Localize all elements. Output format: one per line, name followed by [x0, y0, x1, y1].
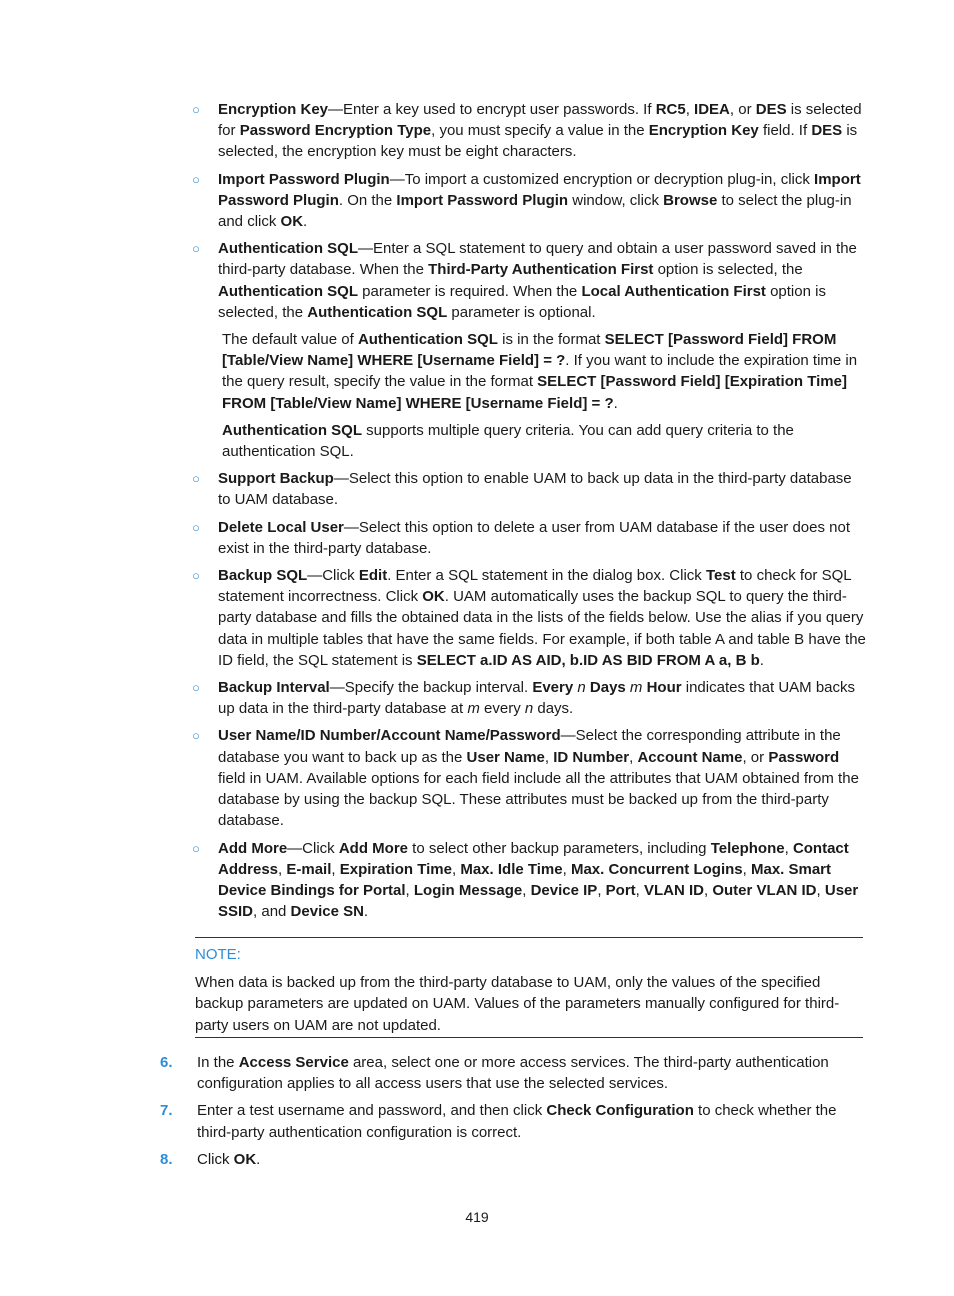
bold-term: Device IP — [530, 881, 598, 899]
text-run: . — [363, 903, 369, 921]
bold-term: Authentication SQL — [222, 421, 362, 439]
bold-term: RC5 — [655, 101, 686, 118]
bold-term: Import Password Plugin — [218, 170, 861, 209]
bullet-circle-icon: ○ — [192, 171, 200, 187]
text-run: parameter is optional. — [447, 303, 596, 321]
bullet-item — [192, 468, 868, 510]
bold-term: Device SN — [290, 903, 364, 921]
note-box — [195, 937, 863, 1038]
bold-term: Edit — [358, 567, 388, 585]
text-run: , — [544, 748, 554, 766]
text-run: every — [479, 700, 525, 718]
text-run: field in UAM. Available options for each field include all the attributes that UAM obtained from the database by using the backup SQL. These attributes must be backed up from the third-party database. — [218, 769, 859, 830]
bold-term: Hour — [646, 679, 682, 697]
bullet-circle-icon: ○ — [192, 728, 200, 744]
bullet-item — [192, 565, 868, 671]
bullet-circle-icon: ○ — [192, 840, 200, 856]
bold-term: Backup Interval — [218, 679, 330, 697]
bullet-circle-icon: ○ — [192, 519, 200, 535]
text-run: is selected for — [218, 101, 862, 140]
bold-term: Check Configuration — [546, 1102, 694, 1120]
bold-term: DES — [811, 122, 843, 140]
bold-term: Import Password Plugin — [396, 191, 569, 209]
bullet-circle-icon: ○ — [192, 471, 200, 487]
step-item — [160, 1052, 860, 1094]
bold-term: IDEA — [694, 101, 730, 118]
note-text: When data is backed up from the third-party database to UAM, only the values of the specified backup parameters are updated on UAM. Values of the parameters manually configured for third-party users on UAM are not updated. — [195, 974, 840, 1034]
text-run: window, click — [568, 191, 664, 209]
bullet-circle-icon: ○ — [192, 241, 200, 257]
text-run: option is selected, the — [218, 282, 826, 321]
bold-term: Telephone — [710, 839, 785, 857]
bold-term: DES — [755, 101, 787, 118]
bold-term: Max. Idle Time — [460, 860, 563, 878]
bold-term: Authentication SQL — [218, 240, 358, 258]
bold-term: Authentication SQL — [218, 282, 358, 300]
text-run: —Click — [307, 567, 359, 585]
bold-term: Local Authentication First — [581, 282, 766, 300]
italic-var: m — [629, 679, 643, 697]
bullet-circle-icon: ○ — [192, 102, 200, 117]
bullet-list — [192, 99, 868, 928]
text-run: , — [562, 860, 571, 878]
bold-term: Delete Local User — [218, 518, 344, 536]
bold-term: OK — [280, 213, 304, 231]
page-number: 419 — [465, 1209, 489, 1225]
text-run: , and — [253, 903, 291, 921]
text-run: —Enter a SQL statement to query and obtain a user password saved in the third-party database. When the — [218, 240, 857, 279]
text-run: is selected, the encryption key must be eight characters. — [218, 122, 858, 161]
text-run: , — [522, 881, 531, 899]
step-number: 7. — [160, 1102, 173, 1120]
bold-term: OK — [233, 1150, 257, 1168]
bullet-item — [192, 838, 868, 923]
italic-var: n — [524, 700, 534, 718]
text-run: , — [405, 881, 414, 899]
bold-term: Account Name — [637, 748, 743, 766]
bold-term: Browse — [663, 191, 718, 209]
step-number: 6. — [160, 1054, 173, 1071]
bullet-group-2 — [192, 468, 868, 922]
bold-term: Support Backup — [218, 470, 334, 488]
text-run: to check for SQL statement incorrectness. Click — [218, 567, 852, 606]
bullet-circle-icon: ○ — [192, 680, 200, 696]
bold-term: Authentication SQL — [357, 331, 498, 349]
bold-term: Password Encryption Type — [239, 122, 432, 140]
text-run: parameter is required. When the — [358, 282, 582, 300]
text-run: , or — [729, 101, 756, 118]
text-run: . If you want to include the expiration time in the query result, specify the value in the format — [222, 352, 858, 391]
text-run: Enter a test username and password, and then click — [197, 1102, 547, 1120]
bullet-group-1 — [192, 99, 868, 323]
text-run: option is selected, the — [653, 261, 803, 279]
text-run: , — [278, 860, 287, 878]
bold-term: SELECT [Password Field] FROM [Table/View Name] WHERE [Username Field] = ? — [222, 331, 837, 370]
text-run: . Enter a SQL statement in the dialog box. Click — [387, 567, 706, 585]
note-title: NOTE: — [195, 946, 241, 963]
bold-term: Every — [532, 679, 574, 697]
text-run: . On the — [338, 191, 397, 209]
text-run: , you must specify a value in the — [431, 122, 649, 140]
step-item — [160, 1100, 860, 1142]
text-run: , — [331, 860, 340, 878]
text-run: , — [742, 860, 751, 878]
bold-term: Expiration Time — [339, 860, 452, 878]
bold-term: SELECT a.ID AS AID, b.ID AS BID FROM A a, B b — [416, 651, 760, 669]
bold-term: Max. Concurrent Logins — [570, 860, 743, 878]
text-run: Click — [197, 1150, 234, 1168]
text-run: area, select one or more access services. The third-party authentication configuration applies to all access users that use the selected services. — [197, 1054, 829, 1093]
bold-term: Add More — [218, 839, 288, 857]
text-run: to select other backup parameters, including — [408, 839, 711, 857]
continuation-paragraph — [192, 420, 868, 462]
bullet-item — [192, 725, 868, 831]
bold-term: User Name/ID Number/Account Name/Password — [218, 727, 561, 745]
text-run: , — [816, 881, 825, 899]
bold-term: Port — [605, 881, 636, 899]
italic-var: n — [577, 679, 586, 697]
text-run: . — [303, 213, 308, 231]
bold-term: Import Password Plugin — [218, 170, 390, 188]
bold-term: VLAN ID — [644, 881, 704, 899]
bold-term: Access Service — [238, 1054, 349, 1071]
bold-term: User SSID — [218, 881, 859, 921]
text-run: . UAM automatically uses the backup SQL to query the third-party database and fills the obtained data in the lists of the fields below. Use the alias if you query data in multiple tables that have the same fields. For example, if both table A and table B have the ID field, the SQL statement is — [218, 588, 866, 669]
text-run: to select the plug-in and click — [218, 191, 852, 231]
text-run: to check whether the third-party authentication configuration is correct. — [197, 1102, 837, 1141]
bold-term: Third-Party Authentication First — [428, 261, 654, 279]
text-run: is in the format — [497, 331, 605, 349]
text-run: —Select this option to delete a user from UAM database if the user does not exist in the third-party database. — [218, 518, 851, 557]
text-run: , — [597, 881, 606, 899]
text-run: , — [635, 881, 644, 899]
text-run: —Click — [287, 839, 339, 857]
text-run: field. If — [758, 122, 812, 140]
bold-term: Add More — [338, 839, 409, 857]
step-number: 8. — [160, 1150, 173, 1168]
text-run: indicates that UAM backs up data in the third-party database at — [218, 679, 856, 718]
text-run: —Specify the backup interval. — [329, 679, 533, 697]
step-item — [160, 1149, 860, 1170]
steps-list — [160, 1052, 860, 1176]
bold-term: ID Number — [553, 748, 630, 766]
text-run: . — [613, 394, 618, 412]
bold-term: Outer VLAN ID — [712, 881, 817, 899]
bold-term: Days — [589, 679, 626, 697]
text-run: —Enter a key used to encrypt user passwords. If — [328, 101, 656, 118]
bold-term: OK — [422, 588, 445, 606]
text-run: , — [629, 748, 638, 766]
text-run: , — [784, 839, 793, 857]
text-run: —Select this option to enable UAM to back up data in the third-party database to UAM database. — [218, 470, 852, 509]
bold-term: Encryption Key — [648, 122, 759, 140]
text-run: —Select the corresponding attribute in the database you want to back up as the — [218, 727, 841, 766]
text-run: , — [704, 881, 713, 899]
bold-term: Contact Address — [218, 839, 849, 878]
bold-term: Max. Smart Device Bindings for Portal — [218, 860, 832, 899]
bullet-item — [192, 517, 868, 559]
text-run: . — [759, 651, 764, 669]
text-run: —To import a customized encryption or decryption plug-in, click — [389, 170, 815, 188]
continuation-group — [192, 329, 868, 462]
bold-term: Backup SQL — [218, 567, 308, 585]
text-run: . — [256, 1150, 261, 1168]
italic-var: m — [467, 700, 480, 718]
bullet-item — [192, 238, 868, 323]
bold-term: E-mail — [286, 860, 332, 878]
bold-term: User Name — [466, 748, 545, 766]
bullet-item — [192, 169, 868, 233]
text-run: days. — [533, 700, 574, 718]
text-run: , — [685, 101, 695, 118]
bold-term: Password — [768, 748, 840, 766]
text-run: , or — [742, 748, 769, 766]
text-run: , — [452, 860, 461, 878]
text-run: In the — [197, 1054, 239, 1071]
bold-term: Login Message — [413, 881, 523, 899]
bullet-circle-icon: ○ — [192, 568, 200, 584]
text-run: supports multiple query criteria. You can add query criteria to the authentication SQL. — [222, 421, 794, 461]
bold-term: Authentication SQL — [307, 303, 448, 321]
bold-term: SELECT [Password Field] [Expiration Time] FROM [Table/View Name] WHERE [Username Field] = ? — [222, 373, 847, 412]
text-run: The default value of — [222, 331, 358, 349]
bold-term: Encryption Key — [218, 101, 329, 118]
bullet-item — [192, 99, 868, 163]
bullet-item — [192, 677, 868, 719]
continuation-paragraph — [192, 329, 868, 414]
bold-term: Test — [705, 567, 736, 585]
